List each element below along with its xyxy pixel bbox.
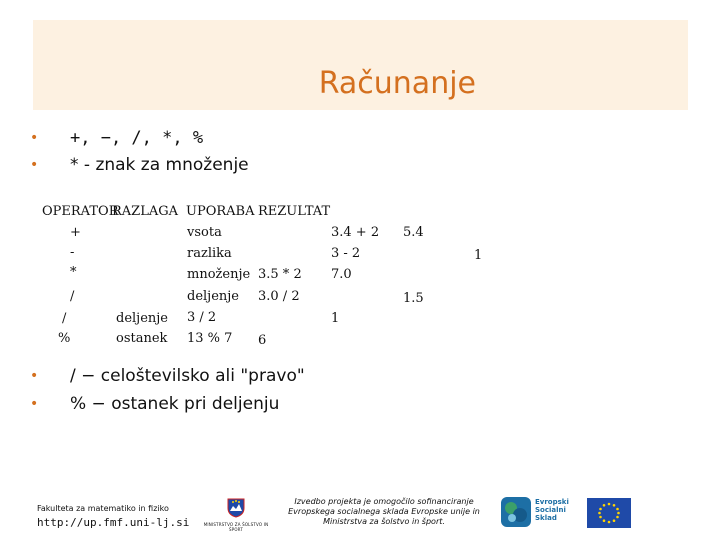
table-cell: množenje — [187, 267, 251, 282]
table-cell: 7.0 — [331, 267, 352, 282]
ministry-text: MINISTRSTVO ZA ŠOLSTVO IN ŠPORT — [203, 522, 269, 532]
esf-line: Sklad — [535, 514, 557, 522]
header-operator: OPERATOR — [42, 204, 119, 219]
table-cell: 3 - 2 — [331, 246, 361, 261]
table-cell: / — [62, 311, 67, 326]
table-cell: vsota — [187, 225, 222, 240]
table-cell: 1.5 — [403, 291, 424, 306]
faculty-name: Fakulteta za matematiko in fiziko — [37, 504, 169, 513]
table-cell: razlika — [187, 246, 232, 261]
table-cell: / — [70, 289, 75, 304]
faculty-url[interactable]: http://up.fmf.uni-lj.si — [37, 516, 190, 529]
funding-line: Izvedbo projekta je omogočilo sofinanciranje — [294, 497, 474, 506]
eu-flag — [587, 498, 631, 532]
esf-logo — [500, 496, 569, 532]
bullet-text: % − ostanek pri deljenju — [70, 394, 280, 414]
esf-line: Socialni — [535, 506, 566, 514]
bullet-icon: • — [30, 157, 39, 173]
table-cell: 3 / 2 — [187, 310, 217, 325]
table-cell: deljenje — [187, 289, 239, 304]
table-cell: 3.0 / 2 — [258, 289, 300, 304]
table-cell: 6 — [258, 333, 267, 348]
table-cell: - — [70, 245, 75, 260]
bullet-icon: • — [30, 130, 39, 146]
table-cell: 13 % 7 — [187, 331, 233, 346]
bullet-icon: • — [30, 396, 39, 412]
funding-note — [284, 497, 484, 527]
funding-line: Evropskega socialnega sklada Evropske unije in — [288, 507, 480, 516]
table-cell: % — [58, 331, 71, 346]
table-cell: ostanek — [116, 331, 168, 346]
slovenia-coat-of-arms-icon — [227, 498, 245, 518]
footer-faculty — [37, 504, 189, 529]
header-razlaga: RAZLAGA — [112, 204, 179, 219]
esf-text — [535, 498, 569, 522]
table-cell: 1 — [474, 248, 483, 263]
table-cell: * — [70, 265, 77, 280]
table-cell: 3.5 * 2 — [258, 267, 302, 282]
bullet-text: / − celoštevilsko ali "pravo" — [70, 366, 305, 386]
bullet-text: * - znak za množenje — [70, 155, 249, 175]
table-cell: 5.4 — [403, 225, 424, 240]
page-title: Računanje — [318, 66, 476, 101]
ministry-logo — [196, 498, 276, 532]
table-cell: deljenje — [116, 311, 168, 326]
bullet-text: +, −, /, *, % — [70, 128, 204, 148]
header-rezultat: REZULTAT — [258, 204, 331, 219]
eu-flag-icon — [587, 498, 631, 528]
esf-logo-icon — [500, 496, 532, 528]
table-cell: 1 — [331, 311, 340, 326]
funding-line: Ministrstva za šolstvo in šport. — [323, 517, 445, 526]
bullet-icon: • — [30, 368, 39, 384]
table-cell: 3.4 + 2 — [331, 225, 380, 240]
esf-line: Evropski — [535, 498, 569, 506]
header-uporaba: UPORABA — [186, 204, 255, 219]
table-cell: + — [70, 225, 81, 240]
